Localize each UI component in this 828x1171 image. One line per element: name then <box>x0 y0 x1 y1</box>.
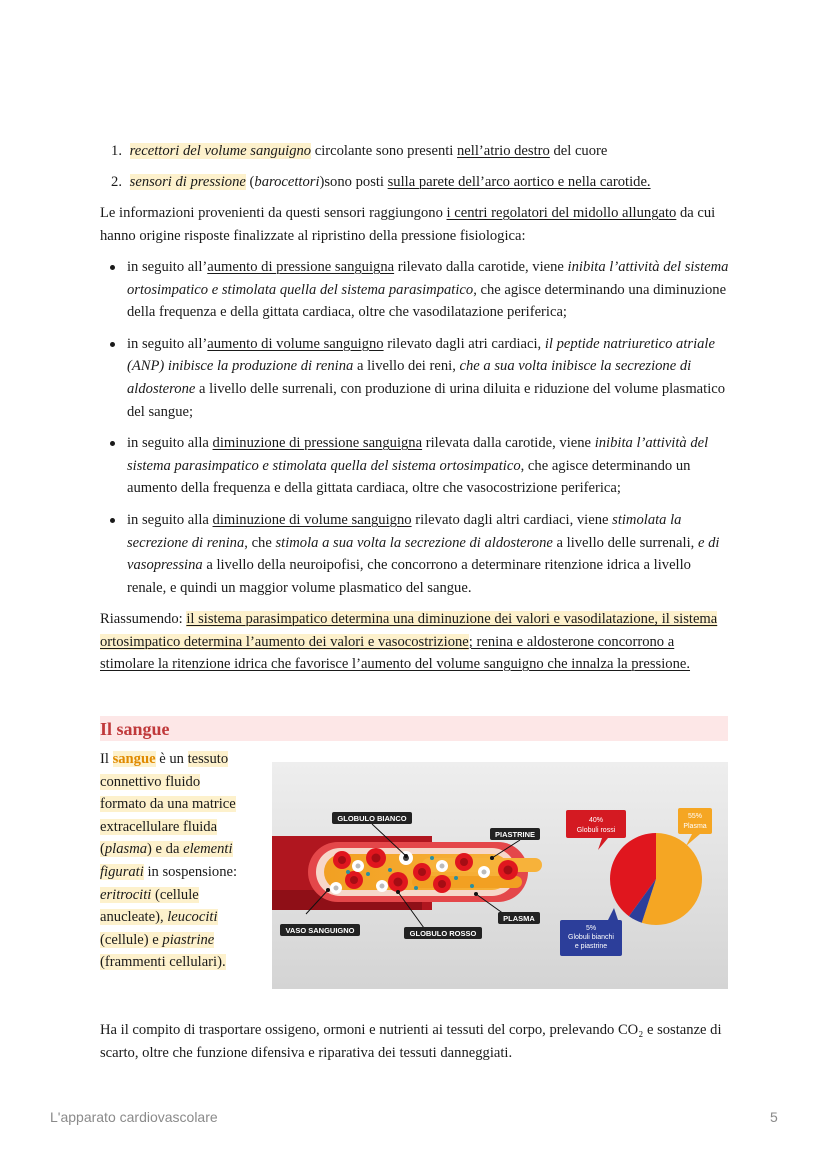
white-cell-nucleus <box>334 886 339 891</box>
list-item <box>100 256 730 324</box>
italic-text: il peptide natriuretico atriale (ANP) inibisce la produzione di renina <box>127 335 715 375</box>
highlighted-text: il sistema parasimpatico determina una diminuzione dei valori e vasodilatazione, il sistema ortosimpatico determina l’aumento dei valori e vasocostrizione <box>100 611 718 650</box>
red-cell-center <box>504 866 513 875</box>
text: Le informazioni provenienti da questi sensori raggiungono <box>100 205 447 221</box>
label-platelets: PIASTRINE <box>494 830 536 839</box>
red-cell-center <box>438 880 446 888</box>
callout-red-pct: 40% <box>588 817 604 824</box>
underlined-text: sulla parete dell’arco aortico e nella carotide. <box>387 174 651 190</box>
text-line <box>100 906 260 929</box>
underlined-text: ; renina e aldosterone concorrono a stimolare la ritenzione idrica che favorisce l’aumento del volume sanguigno che innalza la pressione. <box>100 633 691 672</box>
blood-description <box>100 748 260 974</box>
italic-text: stimolata la secrezione di renina <box>127 511 682 551</box>
text: , che agisce determinando un aumento della frequenza e della gittata cardiaca, oltre che vasocostrizione periferica; <box>127 457 691 497</box>
bullet-icon <box>110 342 115 347</box>
bullet-list <box>100 256 730 599</box>
label-white-cell: GLOBULO BIANCO <box>337 814 407 823</box>
text-line <box>100 884 260 907</box>
list-number: 2. <box>111 174 122 190</box>
text: in seguito alla <box>127 435 213 452</box>
list-item <box>100 333 730 423</box>
red-cell-center <box>460 858 468 866</box>
platelet <box>454 876 458 880</box>
text: a livello delle surrenali, con produzione di urina diluita e riduzione del volume plasmatico del sangue; <box>127 380 726 420</box>
text-line <box>100 748 260 771</box>
section-title: Il sangue <box>100 719 170 739</box>
italic-text: stimola a sua volta la secrezione di aldosterone <box>275 534 553 551</box>
platelet <box>430 856 434 860</box>
italic-text: barocettori <box>254 174 320 190</box>
underlined-text: diminuzione di volume sanguigno <box>212 511 412 528</box>
text-line <box>100 951 260 974</box>
text-line <box>100 929 260 952</box>
callout-plasma-box <box>678 808 712 834</box>
page-number: 5 <box>770 1109 778 1125</box>
text-line <box>100 838 260 861</box>
red-cell-center <box>418 868 426 876</box>
text: a livello dei reni, <box>353 358 460 375</box>
italic-text: leucociti <box>167 909 218 926</box>
italic-text: figurati <box>100 863 144 880</box>
white-cell-nucleus <box>482 870 487 875</box>
text: tessuto <box>187 751 229 767</box>
text-line <box>100 771 260 794</box>
platelet <box>414 886 418 890</box>
italic-text: che a sua volta inibisce la secrezione di aldosterone <box>127 358 692 397</box>
label-plasma: PLASMA <box>503 914 535 923</box>
italic-text: inibita l’attività del sistema ortosimpatico e stimolata quella del sistema parasimpatico <box>127 259 729 298</box>
red-cell-center <box>372 854 381 863</box>
text: in sospensione: <box>143 863 238 880</box>
text: in seguito all’ <box>127 335 208 352</box>
list-item <box>100 432 730 500</box>
platelet <box>346 870 350 874</box>
text: (cellule <box>151 886 199 903</box>
text: ( <box>100 841 105 858</box>
callout-plasma-pct: 55% <box>687 813 703 820</box>
summary-paragraph <box>100 608 730 676</box>
callout-red-label: Globuli rossi <box>576 827 616 834</box>
text: , che <box>244 534 276 551</box>
text: rilevato dagli atri cardiaci, <box>383 335 545 352</box>
italic-text: piastrine <box>162 931 215 948</box>
underlined-text: aumento di volume sanguigno <box>207 335 384 352</box>
white-cell-nucleus <box>380 884 385 889</box>
bullet-icon <box>110 518 115 523</box>
blood-composition-figure <box>272 762 728 989</box>
text: rilevato dagli altri cardiaci, viene <box>411 511 613 528</box>
text: Il <box>100 751 113 767</box>
red-cell-center <box>350 876 358 884</box>
intro-paragraph <box>100 202 730 247</box>
label-red-cell: GLOBULO ROSSO <box>409 929 477 938</box>
leader-dot <box>474 892 478 896</box>
section-heading <box>100 716 728 741</box>
text: da cui hanno origine risposte finalizzate al ripristino della pressione fisiologica: <box>100 205 716 244</box>
text: anucleate), <box>100 909 168 926</box>
text-line <box>100 793 260 816</box>
bullet-icon <box>110 265 115 270</box>
text: , che agisce determinando una diminuzione della frequenza e della gittata cardiaca, oltre che vasodilatazione periferica; <box>127 281 727 321</box>
leader-dot <box>396 890 400 894</box>
text: connettivo fluido <box>100 773 201 790</box>
text: a livello della neuroipofisi, che concorrono a determinare ritenzione idrica a livello renale, e quindi un maggior volume plasmatico del sangue. <box>127 557 691 596</box>
red-cell-center <box>338 856 346 864</box>
composition-pie <box>610 833 702 925</box>
text: (cellule) e <box>100 931 163 948</box>
closing-paragraph <box>100 1019 730 1064</box>
white-cell-nucleus <box>440 864 445 869</box>
text: ( <box>245 174 255 190</box>
list-item <box>100 171 740 193</box>
text: rilevata dalla carotide, viene <box>422 435 595 452</box>
italic-text: inibita l’attività del sistema parasimpatico e stimolata quella del sistema ortosimpatico <box>127 435 709 474</box>
highlighted-term: recettori del volume sanguigno <box>129 143 312 159</box>
list-number: 1. <box>111 143 122 159</box>
leader-dot <box>326 888 330 892</box>
bullet-icon <box>110 441 115 446</box>
text: (frammenti cellulari). <box>100 954 226 971</box>
label-vessel: VASO SANGUIGNO <box>285 926 355 935</box>
text-line <box>100 816 260 839</box>
underlined-text: aumento di pressione sanguigna <box>207 259 395 275</box>
text: in seguito all’ <box>127 259 208 275</box>
text: è un <box>155 751 188 767</box>
italic-text: elementi <box>183 841 233 858</box>
highlighted-term: sensori di pressione <box>129 174 246 190</box>
underlined-text: i centri regolatori del midollo allungato <box>446 205 677 221</box>
text: Riassumendo: <box>100 611 187 627</box>
callout-wbc-pct: 5% <box>585 925 597 932</box>
text: circolante sono presenti <box>311 143 457 159</box>
italic-text: e di vasopressina <box>127 534 720 574</box>
italic-text: plasma <box>104 841 148 858</box>
callout-wbc-label: Globuli bianchi <box>568 934 614 941</box>
text: ) e da <box>147 841 184 858</box>
callout-wbc-label: e piastrine <box>574 943 608 950</box>
white-cell-nucleus <box>356 864 361 869</box>
leader-dot <box>490 856 494 860</box>
list-item <box>100 509 730 599</box>
italic-text: eritrociti <box>100 886 152 903</box>
platelet <box>388 868 392 872</box>
red-cell-center <box>394 878 403 887</box>
text-line <box>100 861 260 884</box>
underlined-text: diminuzione di pressione sanguigna <box>212 435 423 452</box>
leader-dot <box>404 854 408 858</box>
callout-plasma-label: Plasma <box>683 823 707 830</box>
text: extracellulare fluida <box>100 818 218 835</box>
text: )sono posti <box>319 174 388 190</box>
platelet <box>366 872 370 876</box>
text: in seguito alla <box>127 511 213 528</box>
text: a livello delle surrenali, <box>552 534 698 551</box>
text: formato da una matrice <box>100 796 236 813</box>
keyword-sangue: sangue <box>112 751 156 767</box>
list-item <box>100 140 740 162</box>
footer-title: L'apparato cardiovascolare <box>50 1109 218 1125</box>
text: rilevato dalla carotide, viene <box>394 259 568 275</box>
platelet <box>470 884 474 888</box>
text: del cuore <box>549 143 608 159</box>
text: Ha il compito di trasportare ossigeno, ormoni e nutrienti ai tessuti del corpo, prelevando CO₂ e sostanze di scarto, oltre che funzione difensiva e riparativa dei tessuti danneggiati. <box>100 1022 722 1061</box>
underlined-text: nell’atrio destro <box>457 143 550 159</box>
